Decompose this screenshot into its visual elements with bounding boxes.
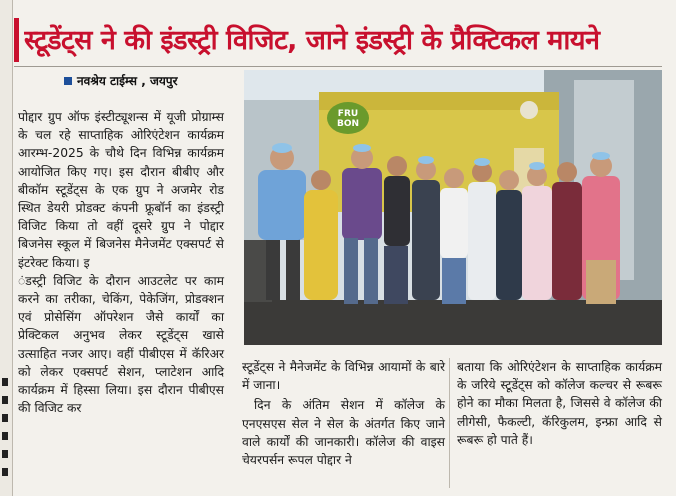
headline-rule: [14, 66, 662, 67]
byline-square-icon: [64, 77, 72, 85]
group-photo: [244, 70, 662, 345]
column-divider: [449, 358, 450, 488]
article-column-2: [242, 358, 445, 469]
adjacent-text-fragment: [2, 450, 8, 458]
article-column-1: [18, 108, 224, 417]
banner-logo-text-1: FRU: [337, 109, 359, 119]
column-2-paragraph-2: दिन के अंतिम सेशन में कॉलेज के एनएसएस सेल ने सेल के अंतर्गत किए जाने वाले कार्यों की जानकारी। कॉलेज की वाइस चेयरपर्सन रूपल पोद्दार ने: [242, 398, 445, 468]
adjacent-text-fragment: [2, 396, 8, 404]
headline-accent-bar: [14, 18, 19, 62]
adjacent-text-fragment: [2, 468, 8, 476]
column-2-paragraph-1: स्टूडेंट्स ने मैनेजमेंट के विभिन्न आयामों के बारे में जाना।: [242, 360, 445, 393]
byline-text: नवश्रेय टाईम्स , जयपुर: [77, 74, 178, 88]
article-headline: स्टूडेंट्स ने की इंडस्ट्री विजिट, जाने इंडस्ट्री के प्रैक्टिकल मायने: [24, 25, 600, 56]
column-1-paragraph-1: पोद्दार ग्रुप ऑफ इंस्टीट्यूशन्स में यूजी प्रोग्राम्स के चल रहे साप्ताहिक ओरिएंटेशन कार्यक्रम आरम्भ-2025 के चौथे दिन विभिन्न कार्यक्रम आयोजित किए गए। इस दौरान बीबीए और बीकॉम स्टूडेंट्स के एक ग्रुप ने अजमेर रोड स्थित डेयरी प्रोडक्ट कंपनी फ्रूबॉर्न का इंडस्ट्री विजिट किया तो वहीं दूसरे ग्रुप ने पोद्दार बिजनेस स्कूल में बिजनेस मैनेजमेंट एक्सपर्ट से इंटरेक्ट किया। इ: [18, 110, 224, 270]
adjacent-text-fragment: [2, 432, 8, 440]
adjacent-column-edge: [0, 0, 13, 496]
group-photo-illustration: [244, 70, 662, 345]
byline: [64, 72, 178, 90]
column-1-paragraph-2: ंडस्ट्री विजिट के दौरान आउटलेट पर काम करने का तरीका, चेकिंग, पेकेजिंग, प्रोडक्शन एवं प्रोसेसिंग ऑपरेशन जैसे कार्यों का प्रेक्टिकल अनुभव लेकर स्टूडेंट्स खासे उत्साहित नजर आए। वहीं पीबीएस में कॅरिअर को लेकर एक्सपर्ट सेशन, प्लाटेशन आदि कार्यक्रम में हिस्सा लिया। इस दौरान पीबीएस की विजिट कर: [18, 273, 224, 416]
article-column-3: [457, 358, 662, 449]
adjacent-text-fragment: [2, 378, 8, 386]
adjacent-text-fragment: [2, 414, 8, 422]
banner-logo-text-2: BON: [336, 119, 360, 129]
column-3-paragraph-1: बताया कि ओरिएंटेशन के साप्ताहिक कार्यक्रम के जरिये स्टूडेंट्स को कॉलेज कल्चर से रूबरू होने का मौका मिलता है, जिससे वे कॉलेज की लीगेसी, फैकल्टी, कॅरिकुलम, इन्फ्रा आदि से रूबरू हो पाते हैं।: [457, 360, 662, 447]
